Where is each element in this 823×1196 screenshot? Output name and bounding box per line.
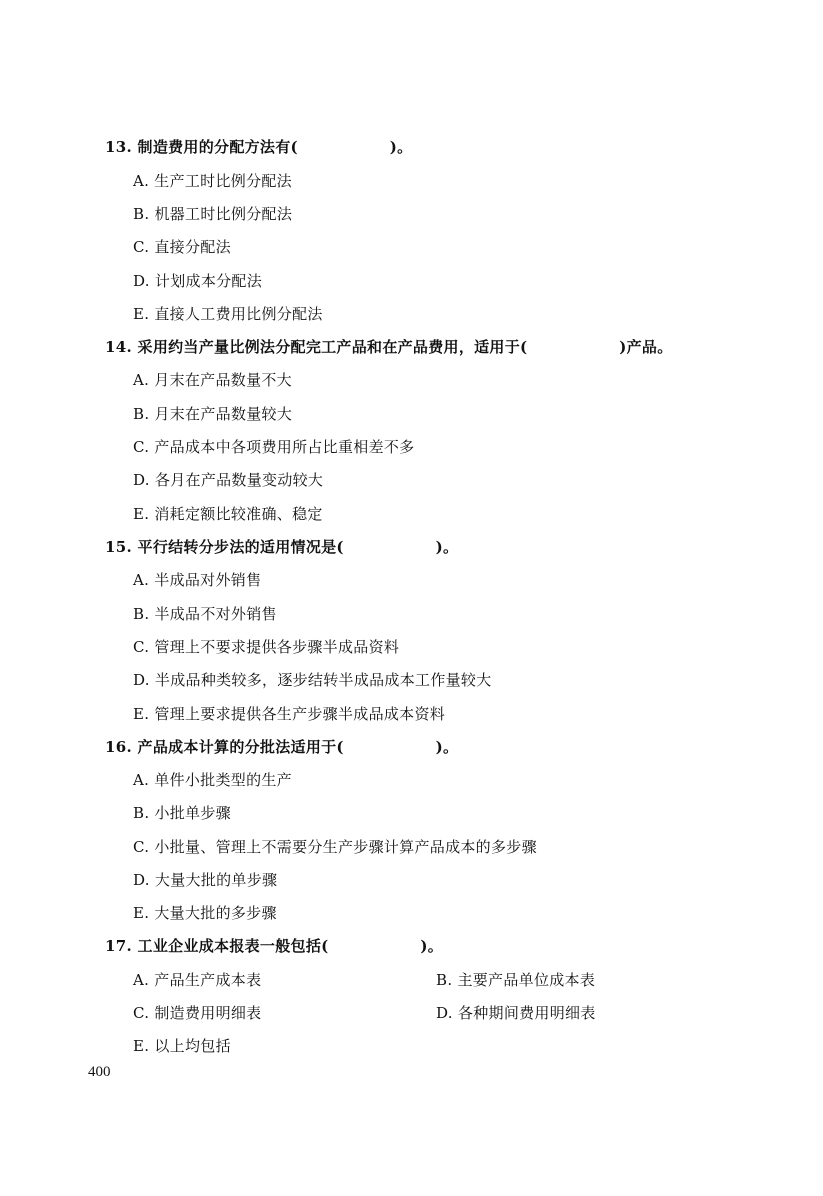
question-17-option-d: D. 各种期间费用明细表 <box>436 1004 596 1022</box>
question-14-stem: 14. 采用约当产量比例法分配完工产品和在产品费用，适用于( )产品。 <box>105 338 673 356</box>
question-15-option-a: A. 半成品对外销售 <box>133 571 262 589</box>
question-14-option-c: C. 产品成本中各项费用所占比重相差不多 <box>133 438 415 456</box>
question-15-option-e: E. 管理上要求提供各生产步骤半成品成本资料 <box>133 705 446 723</box>
question-16-option-d: D. 大量大批的单步骤 <box>133 871 278 889</box>
question-13-stem: 13. 制造费用的分配方法有( )。 <box>105 138 413 156</box>
question-14-option-a: A. 月末在产品数量不大 <box>133 371 292 389</box>
question-16-stem: 16. 产品成本计算的分批法适用于( )。 <box>105 738 459 756</box>
question-17-option-a: A. 产品生产成本表 <box>133 971 262 989</box>
question-17-option-c: C. 制造费用明细表 <box>133 1004 262 1022</box>
question-16-option-e: E. 大量大批的多步骤 <box>133 904 277 922</box>
question-13-option-e: E. 直接人工费用比例分配法 <box>133 305 323 323</box>
question-16-option-b: B. 小批单步骤 <box>133 804 231 822</box>
question-14-option-e: E. 消耗定额比较准确、稳定 <box>133 505 323 523</box>
question-14-option-b: B. 月末在产品数量较大 <box>133 405 293 423</box>
question-13-option-b: B. 机器工时比例分配法 <box>133 205 293 223</box>
question-13-option-a: A. 生产工时比例分配法 <box>133 172 292 190</box>
question-15-stem: 15. 平行结转分步法的适用情况是( )。 <box>105 538 459 556</box>
question-16-option-c: C. 小批量、管理上不需要分生产步骤计算产品成本的多步骤 <box>133 838 537 856</box>
question-15-option-c: C. 管理上不要求提供各步骤半成品资料 <box>133 638 400 656</box>
question-13-option-d: D. 计划成本分配法 <box>133 272 263 290</box>
question-16-option-a: A. 单件小批类型的生产 <box>133 771 292 789</box>
question-17-stem: 17. 工业企业成本报表一般包括( )。 <box>105 937 444 955</box>
question-15-option-d: D. 半成品种类较多，逐步结转半成品成本工作量较大 <box>133 671 492 689</box>
question-17-option-b: B. 主要产品单位成本表 <box>436 971 596 989</box>
page-number: 400 <box>88 1064 111 1080</box>
question-17-option-e: E. 以上均包括 <box>133 1037 231 1055</box>
question-14-option-d: D. 各月在产品数量变动较大 <box>133 471 324 489</box>
question-13-option-c: C. 直接分配法 <box>133 238 231 256</box>
question-15-option-b: B. 半成品不对外销售 <box>133 605 277 623</box>
